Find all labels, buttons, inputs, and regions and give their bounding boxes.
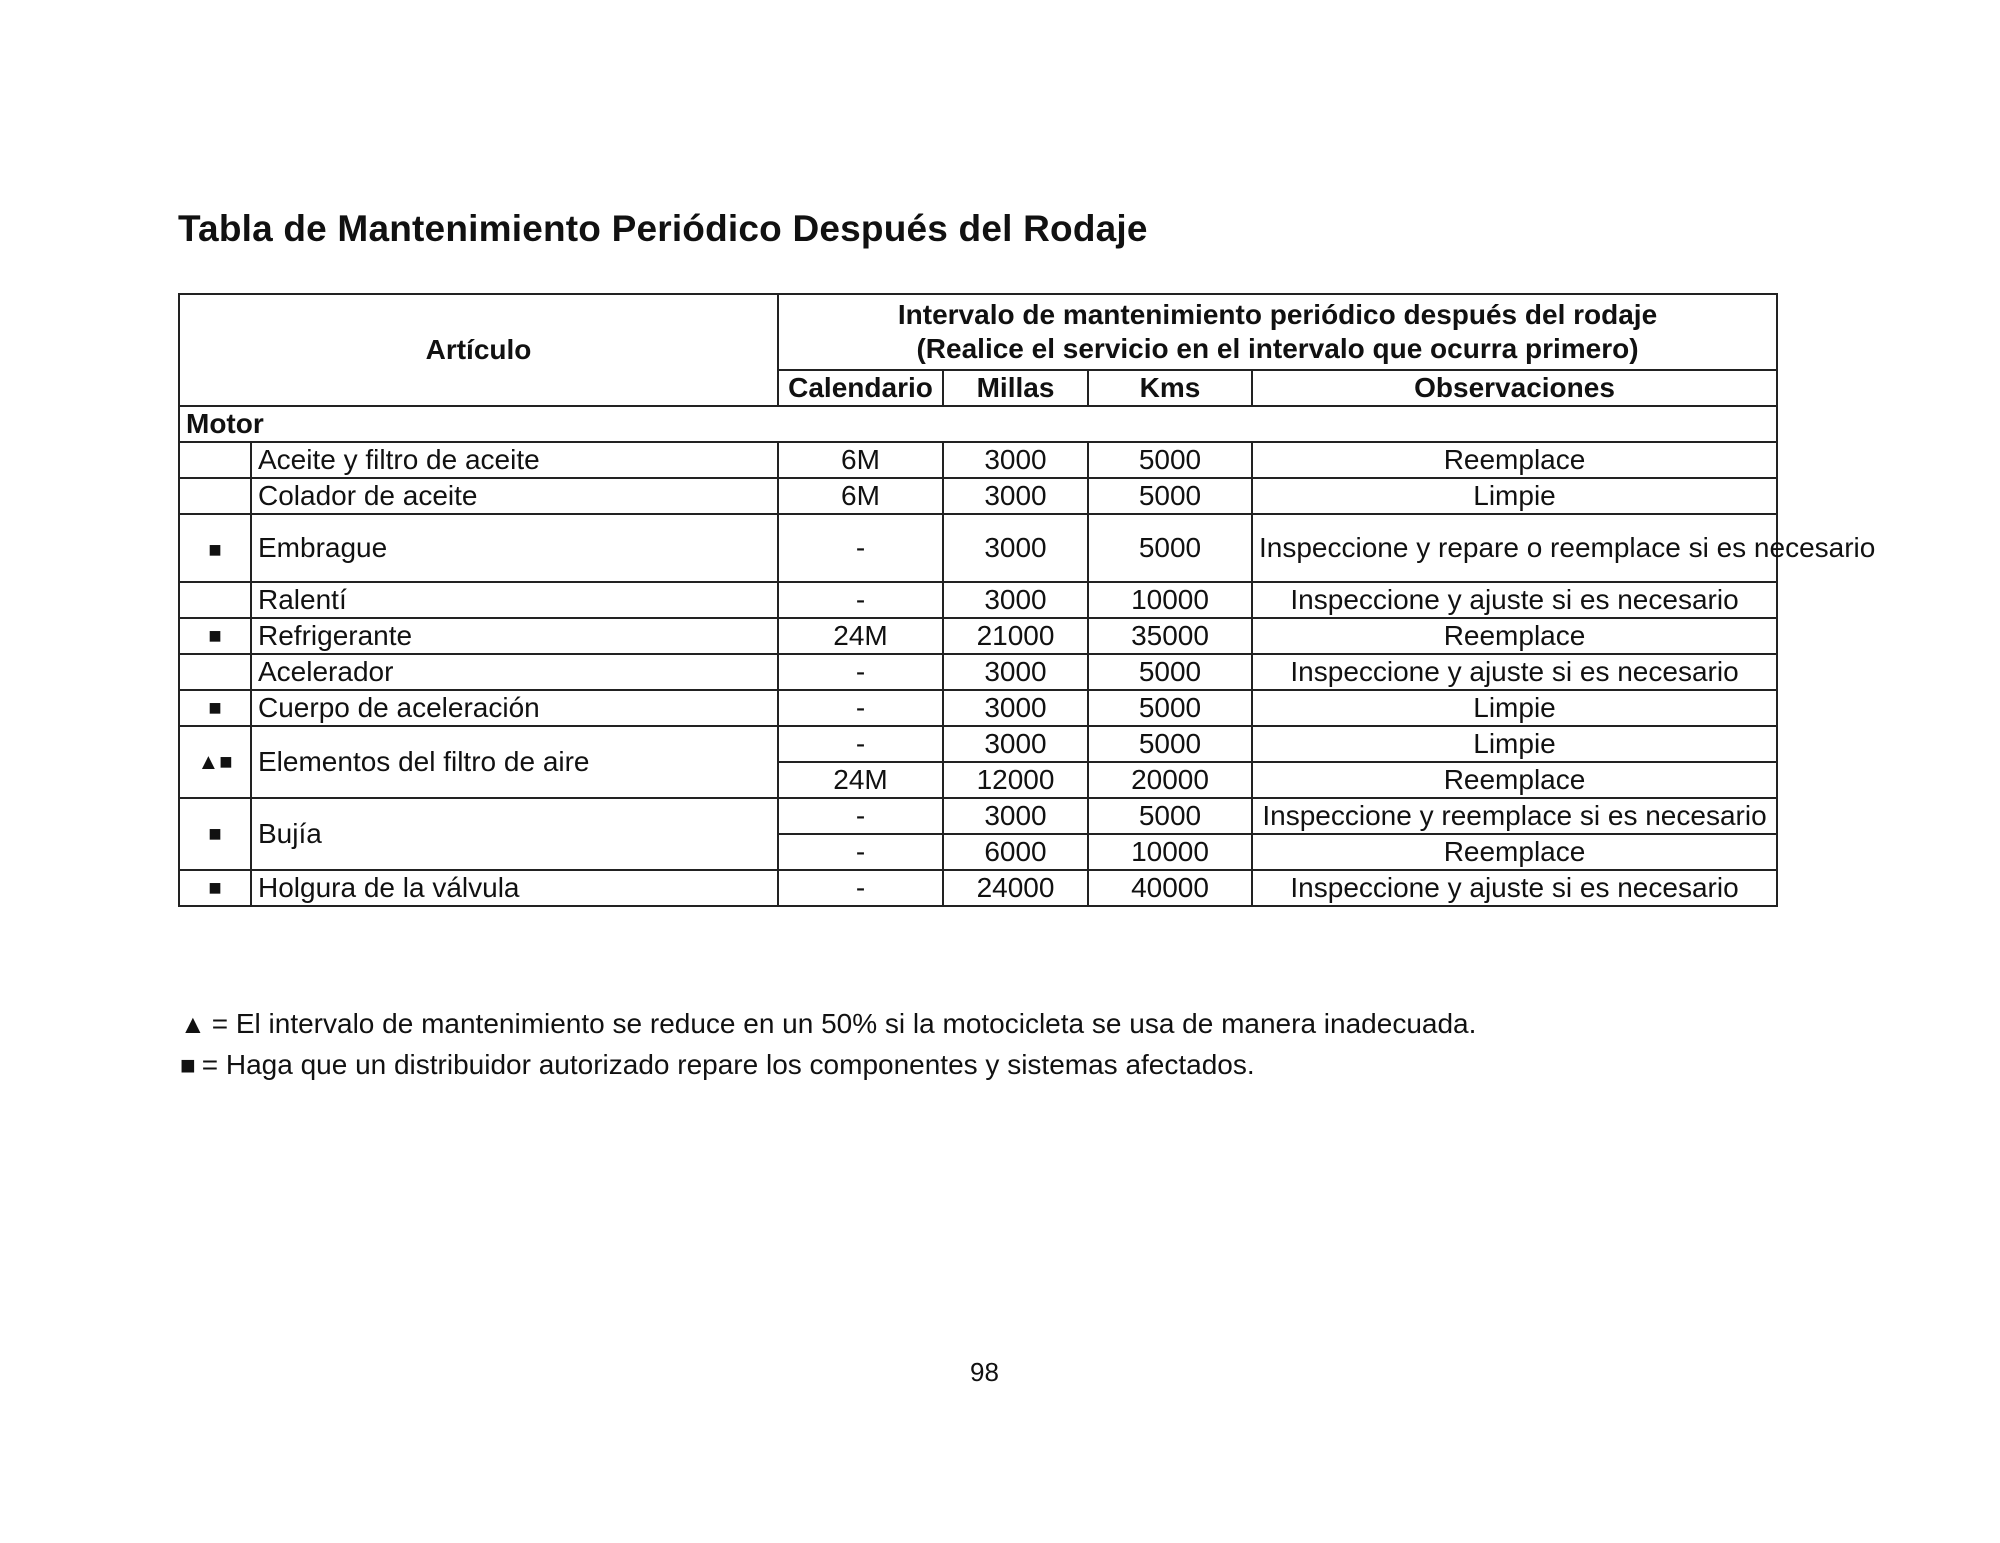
table-header-row xyxy=(179,294,1777,370)
legend-triangle-text: = El intervalo de mantenimiento se reduce en un 50% si la motocicleta se usa de manera inadecuada. xyxy=(211,1008,1477,1039)
row-item: Acelerador xyxy=(251,654,778,690)
row-miles: 3000 xyxy=(943,690,1088,726)
row-item: Bujía xyxy=(251,798,778,870)
row-notes: Inspeccione y ajuste si es necesario xyxy=(1252,870,1777,906)
row-symbol xyxy=(179,582,251,618)
row-item: Refrigerante xyxy=(251,618,778,654)
legend-square xyxy=(180,1049,1255,1081)
table-row xyxy=(179,478,1777,514)
header-item: Artículo xyxy=(179,294,778,406)
row-notes: Reemplace xyxy=(1252,618,1777,654)
row-kms: 40000 xyxy=(1088,870,1252,906)
header-interval-line1: Intervalo de mantenimiento periódico después del rodaje xyxy=(897,299,1658,330)
row-miles: 12000 xyxy=(943,762,1088,798)
row-calendar: 24M xyxy=(778,762,943,798)
row-kms: 5000 xyxy=(1088,442,1252,478)
row-kms: 20000 xyxy=(1088,762,1252,798)
row-miles: 3000 xyxy=(943,798,1088,834)
row-miles: 3000 xyxy=(943,582,1088,618)
table-row xyxy=(179,726,1777,762)
row-notes: Limpie xyxy=(1252,478,1777,514)
row-item: Embrague xyxy=(251,514,778,582)
row-kms: 5000 xyxy=(1088,798,1252,834)
row-notes: Reemplace xyxy=(1252,834,1777,870)
row-notes: Limpie xyxy=(1252,690,1777,726)
table-row xyxy=(179,514,1777,582)
row-notes: Inspeccione y ajuste si es necesario xyxy=(1252,654,1777,690)
row-miles: 24000 xyxy=(943,870,1088,906)
table-row xyxy=(179,618,1777,654)
row-symbol xyxy=(179,478,251,514)
row-calendar: - xyxy=(778,582,943,618)
row-kms: 10000 xyxy=(1088,582,1252,618)
row-item: Holgura de la válvula xyxy=(251,870,778,906)
row-notes: Inspeccione y ajuste si es necesario xyxy=(1252,582,1777,618)
row-calendar: 24M xyxy=(778,618,943,654)
section-row xyxy=(179,406,1777,442)
row-miles: 3000 xyxy=(943,514,1088,582)
row-kms: 5000 xyxy=(1088,654,1252,690)
row-item: Elementos del filtro de aire xyxy=(251,726,778,798)
maintenance-table xyxy=(178,293,1876,907)
row-calendar: 6M xyxy=(778,478,943,514)
row-symbol: ■ xyxy=(179,690,251,726)
row-calendar: 6M xyxy=(778,442,943,478)
header-miles: Millas xyxy=(943,370,1088,406)
table-row xyxy=(179,798,1777,834)
page-number: 98 xyxy=(970,1357,999,1387)
legend-square-text: = Haga que un distribuidor autorizado repare los componentes y sistemas afectados. xyxy=(201,1049,1255,1080)
section-motor: Motor xyxy=(179,406,1777,442)
legend-triangle xyxy=(180,1008,1476,1040)
header-interval-line2: (Realice el servicio en el intervalo que ocurra primero) xyxy=(916,333,1639,364)
table-row xyxy=(179,870,1777,906)
header-interval xyxy=(778,294,1777,370)
row-miles: 6000 xyxy=(943,834,1088,870)
row-calendar: - xyxy=(778,726,943,762)
triangle-icon: ▲ xyxy=(180,1009,206,1039)
row-miles: 3000 xyxy=(943,478,1088,514)
row-symbol: ■ xyxy=(179,514,251,582)
row-miles: 3000 xyxy=(943,654,1088,690)
row-calendar: - xyxy=(778,834,943,870)
row-miles: 3000 xyxy=(943,442,1088,478)
table-row xyxy=(179,690,1777,726)
row-notes: Reemplace xyxy=(1252,762,1777,798)
row-item: Ralentí xyxy=(251,582,778,618)
row-symbol xyxy=(179,442,251,478)
row-item: Aceite y filtro de aceite xyxy=(251,442,778,478)
row-kms: 5000 xyxy=(1088,726,1252,762)
row-notes: Limpie xyxy=(1252,726,1777,762)
page-title: Tabla de Mantenimiento Periódico Después del Rodaje xyxy=(178,208,1148,249)
row-notes: Inspeccione y repare o reemplace si es necesario xyxy=(1252,514,1777,582)
row-kms: 35000 xyxy=(1088,618,1252,654)
row-notes: Reemplace xyxy=(1252,442,1777,478)
row-notes: Inspeccione y reemplace si es necesario xyxy=(1252,798,1777,834)
row-symbol xyxy=(179,654,251,690)
row-calendar: - xyxy=(778,870,943,906)
row-miles: 3000 xyxy=(943,726,1088,762)
square-icon: ■ xyxy=(180,1050,196,1080)
row-item: Cuerpo de aceleración xyxy=(251,690,778,726)
table-row xyxy=(179,654,1777,690)
row-kms: 5000 xyxy=(1088,514,1252,582)
header-notes: Observaciones xyxy=(1252,370,1777,406)
row-item: Colador de aceite xyxy=(251,478,778,514)
row-calendar: - xyxy=(778,514,943,582)
row-symbol: ▲■ xyxy=(179,726,251,798)
row-kms: 5000 xyxy=(1088,478,1252,514)
row-symbol: ■ xyxy=(179,618,251,654)
header-calendar: Calendario xyxy=(778,370,943,406)
row-kms: 5000 xyxy=(1088,690,1252,726)
header-kms: Kms xyxy=(1088,370,1252,406)
table-row xyxy=(179,442,1777,478)
row-calendar: - xyxy=(778,798,943,834)
row-symbol: ■ xyxy=(179,870,251,906)
row-miles: 21000 xyxy=(943,618,1088,654)
row-calendar: - xyxy=(778,654,943,690)
table-row xyxy=(179,582,1777,618)
row-symbol: ■ xyxy=(179,798,251,870)
row-calendar: - xyxy=(778,690,943,726)
row-kms: 10000 xyxy=(1088,834,1252,870)
